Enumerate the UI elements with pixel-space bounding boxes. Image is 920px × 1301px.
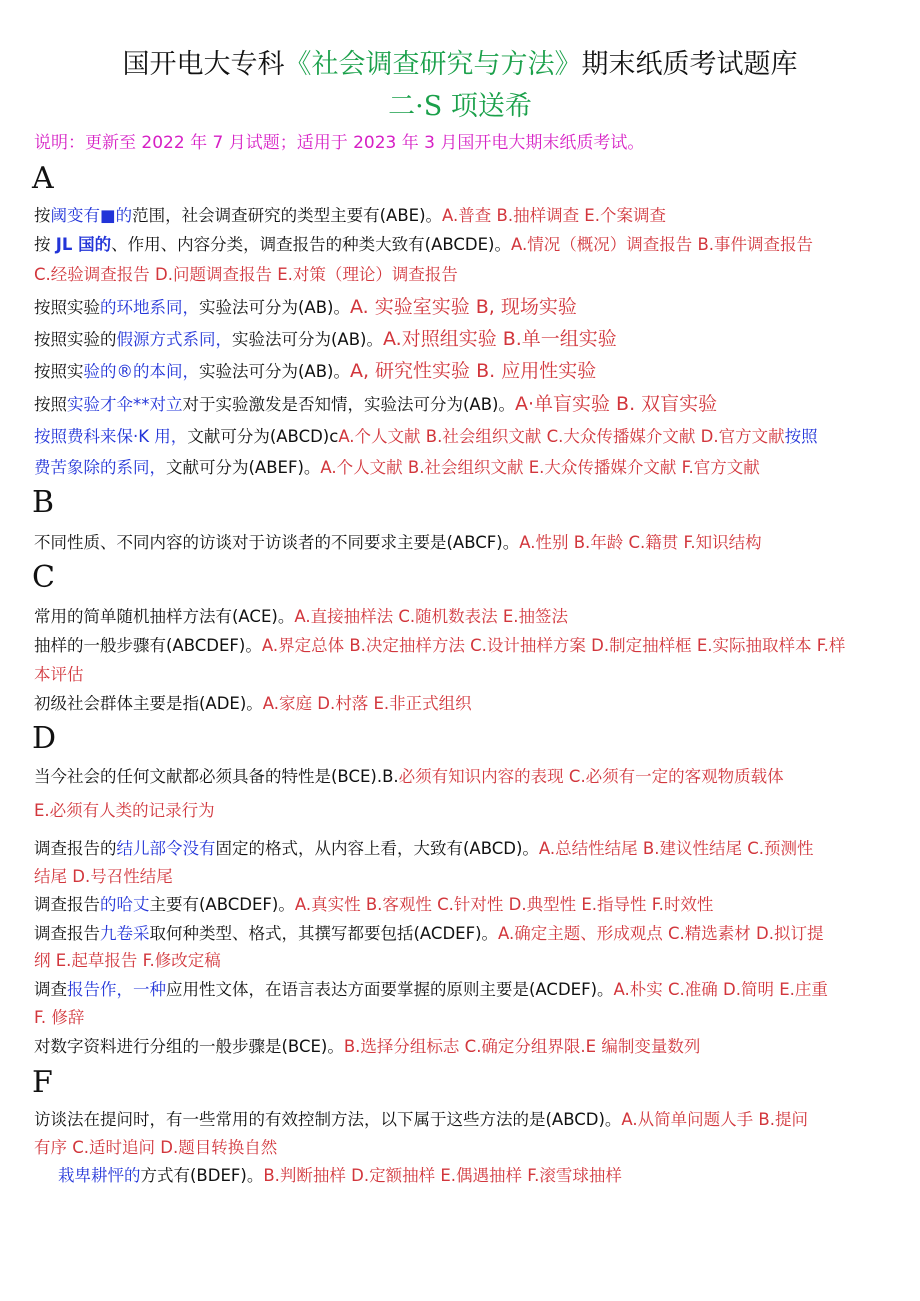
answer-text: B.判断抽样 D.定额抽样 E.偶遇抽样 F.滚雪球抽样	[263, 1166, 622, 1185]
answer-text: F. 修辞	[34, 1008, 85, 1027]
page-title	[0, 42, 920, 81]
question-line	[34, 690, 890, 718]
answer-text: A.确定主题、形成观点 C.精选素材 D.拟订提	[498, 924, 824, 943]
question-text: 实验法可分为(AB)。	[199, 362, 350, 381]
question-line	[34, 423, 890, 451]
answer-text: A.家庭 D.村落 E.非正式组织	[262, 694, 472, 713]
answer-text: A, 研究性实验 B. 应用性实验	[349, 360, 597, 382]
section-letter-b: B	[32, 485, 55, 520]
question-text-blue: 假源方式系同，	[116, 330, 232, 349]
question-line	[34, 835, 890, 863]
question-text: 按照实验的	[34, 330, 117, 349]
question-line	[34, 293, 890, 322]
question-text: 、作用、内容分类，调查报告的种类大致有(ABCDE)。	[111, 235, 511, 254]
question-text: 调查报告的	[34, 839, 117, 858]
answer-text: A.普查 B.抽样调查 E.个案调查	[442, 206, 666, 225]
question-line	[34, 632, 890, 660]
question-line	[34, 529, 890, 557]
question-text-blue: JL 国的	[55, 235, 112, 254]
answer-text: A.界定总体 B.决定抽样方法 C.设计抽样方案 D.制定抽样框 E.实际抽取样本 F.样	[261, 636, 846, 655]
section-letter-a: A	[32, 161, 54, 196]
question-text-blue: 按照费科来保·K 用，	[34, 427, 188, 446]
answer-text: A.性别 B.年龄 C.籍贯 F.知识结构	[519, 533, 762, 552]
answer-text: 结尾 D.号召性结尾	[34, 867, 173, 886]
page-subtitle: 二·S 项送希	[388, 91, 532, 122]
question-line	[34, 920, 890, 948]
answer-text: A·单盲实验 B. 双盲实验	[514, 393, 718, 415]
answer-text: A.个人文献 B.社会组织文献 E.大众传播媒介文献 F.官方文献	[320, 458, 760, 477]
question-text: 实验法可分为(AB)。	[199, 298, 350, 317]
question-text-blue: 结儿部令没有	[116, 839, 216, 858]
answer-text: 必须有知识内容的表现 C.必须有一定的客观物质载体	[398, 767, 784, 786]
question-text: 文献可分为(ABCD)c	[187, 427, 339, 446]
question-text: 不同性质、不同内容的访谈对于访谈者的不同要求主要是(ABCF)。	[34, 533, 520, 552]
question-text: 按	[34, 235, 56, 254]
question-text: 固定的格式，从内容上看，大致有(ABCD)。	[215, 839, 539, 858]
question-text-blue: 的哈丈	[100, 895, 150, 914]
answer-text: 纲 E.起草报告 F.修改定稿	[34, 951, 221, 970]
answer-continuation	[34, 947, 890, 975]
answer-text: A.情况（概况）调查报告 B.事件调查报告	[511, 235, 814, 254]
answer-text: A. 实验室实验 B, 现场实验	[349, 296, 577, 318]
question-text: 调查报告	[34, 895, 100, 914]
title-prefix: 国开电大专科	[122, 49, 285, 80]
answer-continuation	[34, 1134, 890, 1162]
question-line	[34, 454, 890, 482]
question-text: 按照实验	[34, 298, 100, 317]
question-text-blue: 阈变有■的	[50, 206, 133, 225]
question-text: 主要有(ABCDEF)。	[149, 895, 295, 914]
question-text: 调查报告	[34, 924, 100, 943]
question-text: 访谈法在提问时，有一些常用的有效控制方法，以下属于这些方法的是(ABCD)。	[34, 1110, 622, 1129]
question-line	[34, 202, 890, 230]
question-text: 文献可分为(ABEF)。	[166, 458, 321, 477]
question-text-blue: 按照	[784, 427, 818, 446]
answer-continuation	[34, 661, 890, 689]
question-line	[34, 603, 890, 631]
question-line	[34, 357, 890, 386]
answer-text: A.个人文献 B.社会组织文献 C.大众传播媒介文献 D.官方文献	[338, 427, 785, 446]
title-course: 《社会调查研究与方法》	[284, 49, 582, 80]
question-text: 按照	[34, 395, 67, 414]
answer-text: C.经验调查报告 D.问题调查报告 E.对策（理论）调查报告	[34, 265, 458, 284]
question-text: 调查	[34, 980, 67, 999]
answer-text: A.直接抽样法 C.随机数表法 E.抽签法	[294, 607, 568, 626]
answer-continuation	[34, 261, 890, 289]
question-line	[34, 1033, 890, 1061]
question-text-blue: 验的®的本间，	[83, 362, 199, 381]
title-suffix: 期末纸质考试题库	[581, 49, 798, 80]
section-letter-c: C	[32, 560, 55, 595]
answer-text: A.总结性结尾 B.建议性结尾 C.预测性	[538, 839, 814, 858]
question-line	[34, 976, 890, 1004]
question-text: 对于实验激发是否知情，实验法可分为(AB)。	[182, 395, 515, 414]
question-text: 常用的简单随机抽样方法有(ACE)。	[34, 607, 295, 626]
question-text-blue: 实验才伞**对立	[67, 395, 183, 414]
question-text: 按	[34, 206, 51, 225]
answer-text: 有序 C.适时追问 D.题目转换自然	[34, 1138, 278, 1157]
update-note: 说明：更新至 2022 年 7 月试题；适用于 2023 年 3 月国开电大期末纸质考试。	[34, 133, 645, 153]
question-text-blue: 栽卑耕怦的	[58, 1166, 141, 1185]
section-letter-d: D	[32, 721, 57, 756]
answer-continuation	[34, 1004, 890, 1032]
question-text-blue: 费苦象除的系同，	[34, 458, 166, 477]
question-line	[34, 891, 890, 919]
question-text: 实验法可分为(AB)。	[232, 330, 383, 349]
question-text-blue: 的环地系同，	[100, 298, 199, 317]
section-letter-f: F	[32, 1065, 53, 1100]
question-line	[34, 325, 890, 354]
answer-text: 本评估	[34, 665, 84, 684]
question-text-blue: 报告作，一种	[67, 980, 166, 999]
question-text: 初级社会群体主要是指(ADE)。	[34, 694, 263, 713]
answer-continuation	[34, 863, 890, 891]
answer-text: A.朴实 C.准确 D.简明 E.庄重	[613, 980, 828, 999]
question-text: 抽样的一般步骤有(ABCDEF)。	[34, 636, 262, 655]
answer-text: A.从简单问题人手 B.提问	[621, 1110, 808, 1129]
question-text: 当今社会的任何文献都必须具备的特性是(BCE).B.	[34, 767, 399, 786]
question-text: 取何种类型、格式，其撰写都要包括(ACDEF)。	[149, 924, 499, 943]
question-text: 方式有(BDEF)。	[140, 1166, 264, 1185]
question-text: 应用性文体，在语言表达方面要掌握的原则主要是(ACDEF)。	[166, 980, 614, 999]
question-text-blue: 九卷采	[100, 924, 150, 943]
question-line	[34, 1106, 890, 1134]
answer-text: A.真实性 B.客观性 C.针对性 D.典型性 E.指导性 F.时效性	[294, 895, 714, 914]
question-text: 范围，社会调查研究的类型主要有(ABE)。	[132, 206, 443, 225]
answer-text: B.选择分组标志 C.确定分组界限.E 编制变量数列	[343, 1037, 701, 1056]
answer-text: E.必须有人类的记录行为	[34, 801, 215, 820]
question-text: 按照实	[34, 362, 84, 381]
answer-continuation	[34, 797, 890, 825]
question-line	[34, 763, 890, 791]
question-line	[58, 1162, 890, 1190]
answer-text: A.对照组实验 B.单一组实验	[382, 328, 617, 350]
question-line	[34, 390, 890, 419]
question-line	[34, 231, 890, 259]
question-text: 对数字资料进行分组的一般步骤是(BCE)。	[34, 1037, 344, 1056]
